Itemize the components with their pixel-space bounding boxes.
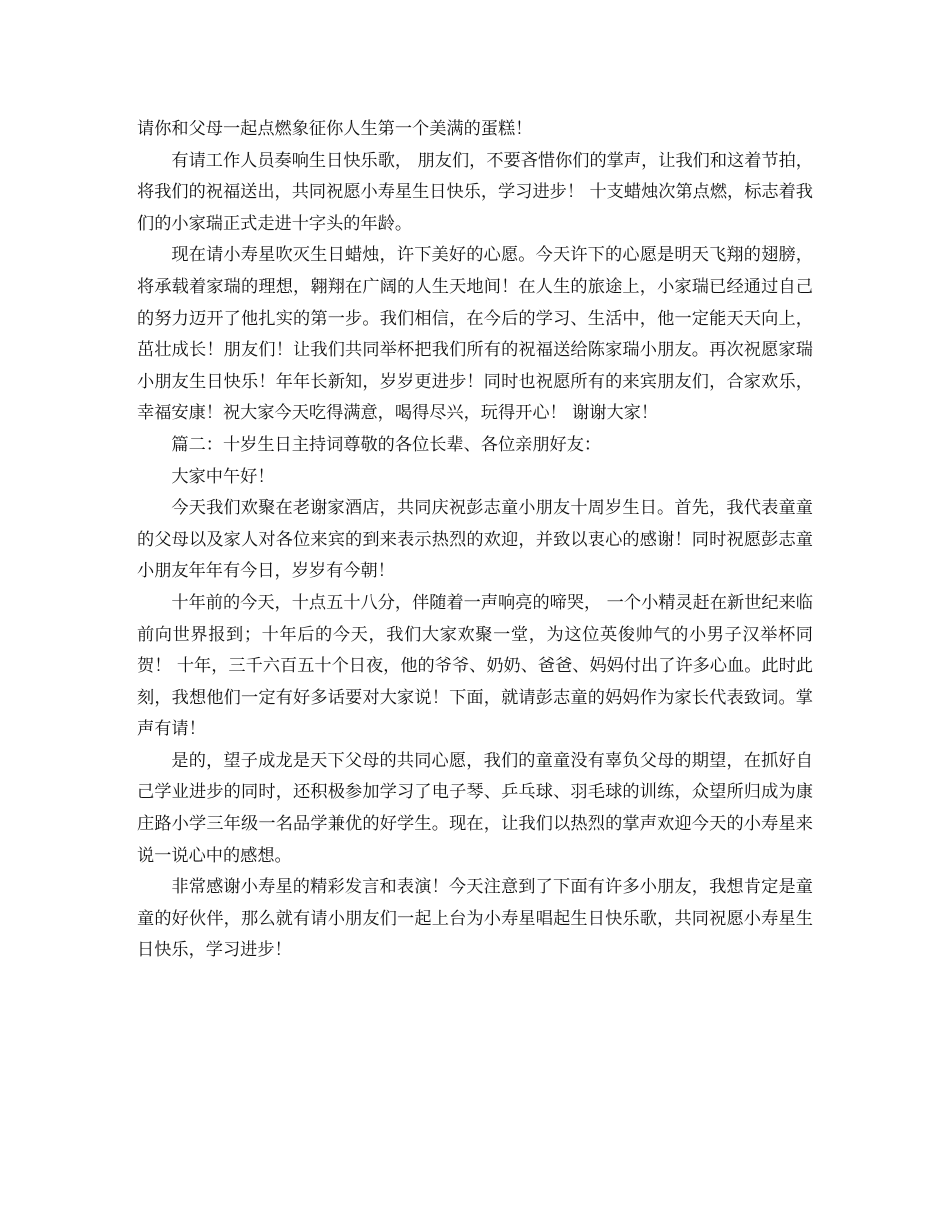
paragraph-blow-candles: 现在请小寿星吹灭生日蜡烛，许下美好的心愿。今天许下的心愿是明天飞翔的翅膀，将承载着家瑞的理想，翱翔在广阔的人生天地间！在人生的旅途上，小家瑞已经通过自己的努力迈开了他扎实的第一步。我们相信，在今后的学习、生活中，他一定能天天向上，茁壮成长！朋友们！让我们共同举杯把我们所有的祝福送给陈家瑞小朋友。再次祝愿家瑞小朋友生日快乐！年年长新知，岁岁更进步！同时也祝愿所有的来宾朋友们，合家欢乐，幸福安康！祝大家今天吃得满意，喝得尽兴，玩得开心！ 谢谢大家！: [137, 245, 813, 424]
paragraph-birthday-song: 有请工作人员奏响生日快乐歌， 朋友们，不要吝惜你们的掌声，让我们和这着节拍，将我们的祝福送出，共同祝愿小寿星生日快乐，学习进步！ 十支蜡烛次第点燃，标志着我们的小家瑞正式走进十字头的年龄。: [137, 150, 813, 234]
paragraph-welcome: 今天我们欢聚在老谢家酒店，共同庆祝彭志童小朋友十周岁生日。首先，我代表童童的父母以及家人对各位来宾的到来表示热烈的欢迎，并致以衷心的感谢！同时祝愿彭志童小朋友年年有今日，岁岁有今朝！: [137, 498, 813, 582]
document-body: [137, 114, 813, 967]
paragraph-ten-years: 十年前的今天，十点五十八分，伴随着一声响亮的啼哭， 一个小精灵赶在新世纪来临前向世界报到；十年后的今天，我们大家欢聚一堂，为这位英俊帅气的小男子汉举杯同贺！ 十年，三千六百五十个日夜，他的爷爷、奶奶、爸爸、妈妈付出了许多心血。此时此刻，我想他们一定有好多话要对大家说！下面，就请彭志童的妈妈作为家长代表致词。掌声有请！: [137, 592, 813, 740]
paragraph-thanks: 非常感谢小寿星的精彩发言和表演！今天注意到了下面有许多小朋友，我想肯定是童童的好伙伴，那么就有请小朋友们一起上台为小寿星唱起生日快乐歌，共同祝愿小寿星生日快乐，学习进步！: [137, 877, 813, 961]
paragraph-good-student: 是的，望子成龙是天下父母的共同心愿，我们的童童没有辜负父母的期望，在抓好自己学业进步的同时，还积极参加学习了电子琴、乒乓球、羽毛球的训练，众望所归成为康庄路小学三年级一名品学兼优的好学生。现在，让我们以热烈的掌声欢迎今天的小寿星来说一说心中的感想。: [137, 750, 813, 866]
paragraph-greeting: 大家中午好！: [171, 466, 275, 487]
paragraph-cake: 请你和父母一起点燃象征你人生第一个美满的蛋糕！: [137, 119, 533, 139]
paragraph-section-two-heading: 篇二：十岁生日主持词尊敬的各位长辈、各位亲朋好友：: [171, 434, 602, 455]
